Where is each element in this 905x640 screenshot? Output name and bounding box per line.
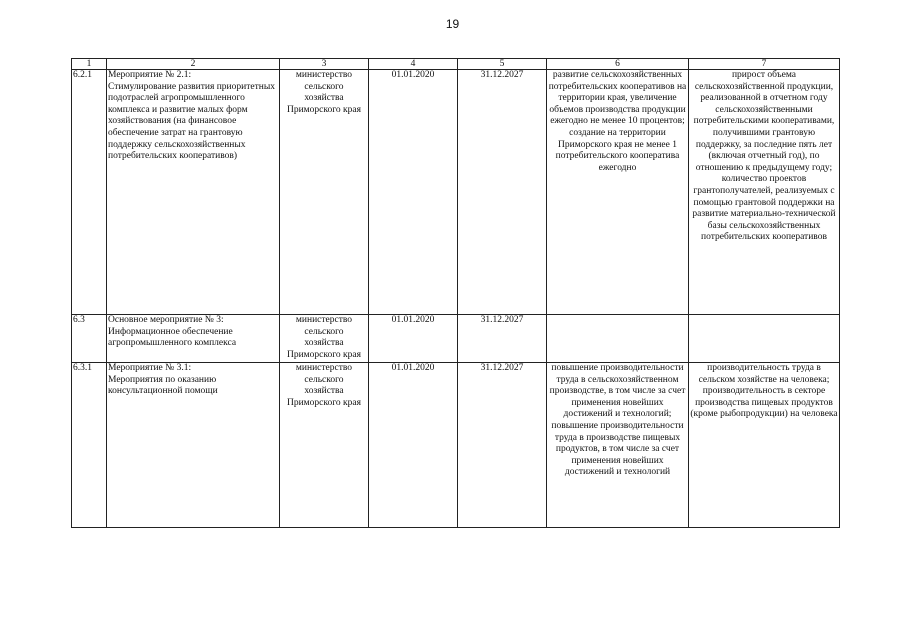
row-number: 6.2.1 xyxy=(72,70,107,315)
expected-result xyxy=(547,315,689,363)
target-indicator: прирост объема сельскохозяйственной продукции, реализованной в отчетном году сельскохозяйственными потребительскими кооперативами, получившими грантовую поддержку, за последние пять лет (включая отчетный год), по отношению к предыдущему году; количество проектов грантополучателей, реализуемых с помощью грантовой поддержки на развитие материально-технической базы сельскохозяйственных потребительских кооперативов xyxy=(689,70,840,315)
executor: министерство сельского хозяйства Приморского края xyxy=(280,363,369,528)
executor: министерство сельского хозяйства Приморского края xyxy=(280,70,369,315)
row-number: 6.3.1 xyxy=(72,363,107,528)
header-row xyxy=(72,59,840,70)
col-header-5: 5 xyxy=(458,59,547,70)
event-name: Мероприятие № 2.1: Стимулирование развития приоритетных подотраслей агропромышленного комплекса и развитие малых форм хозяйствования (на финансовое обеспечение затрат на грантовую поддержку сельскохозяйственных потребительских кооперативов) xyxy=(107,70,280,315)
end-date: 31.12.2027 xyxy=(458,70,547,315)
table-row xyxy=(72,315,840,363)
col-header-3: 3 xyxy=(280,59,369,70)
target-indicator: производительность труда в сельском хозяйстве на человека; производительность в секторе производства пищевых продуктов (кроме рыбопродукции) на человека xyxy=(689,363,840,528)
end-date: 31.12.2027 xyxy=(458,315,547,363)
table-row xyxy=(72,363,840,528)
executor: министерство сельского хозяйства Приморского края xyxy=(280,315,369,363)
col-header-4: 4 xyxy=(369,59,458,70)
table-row xyxy=(72,70,840,315)
row-number: 6.3 xyxy=(72,315,107,363)
page-number: 19 xyxy=(445,17,460,31)
col-header-7: 7 xyxy=(689,59,840,70)
event-name: Основное мероприятие № 3: Информационное обеспечение агропромышленного комплекса xyxy=(107,315,280,363)
start-date: 01.01.2020 xyxy=(369,363,458,528)
event-name: Мероприятие № 3.1: Мероприятия по оказанию консультационной помощи xyxy=(107,363,280,528)
target-indicator xyxy=(689,315,840,363)
col-header-6: 6 xyxy=(547,59,689,70)
expected-result: развитие сельскохозяйственных потребительских кооперативов на территории края, увеличение объемов производства продукции ежегодно не менее 10 процентов; создание на территории Приморского края не менее 1 потребительского кооператива ежегодно xyxy=(547,70,689,315)
start-date: 01.01.2020 xyxy=(369,70,458,315)
program-table xyxy=(71,58,840,528)
col-header-1: 1 xyxy=(72,59,107,70)
end-date: 31.12.2027 xyxy=(458,363,547,528)
start-date: 01.01.2020 xyxy=(369,315,458,363)
expected-result: повышение производительности труда в сельскохозяйственном производстве, в том числе за счет применения новейших достижений и технологий; повышение производительности труда в производстве пищевых продуктов, в том числе за счет применения новейших достижений и технологий xyxy=(547,363,689,528)
col-header-2: 2 xyxy=(107,59,280,70)
